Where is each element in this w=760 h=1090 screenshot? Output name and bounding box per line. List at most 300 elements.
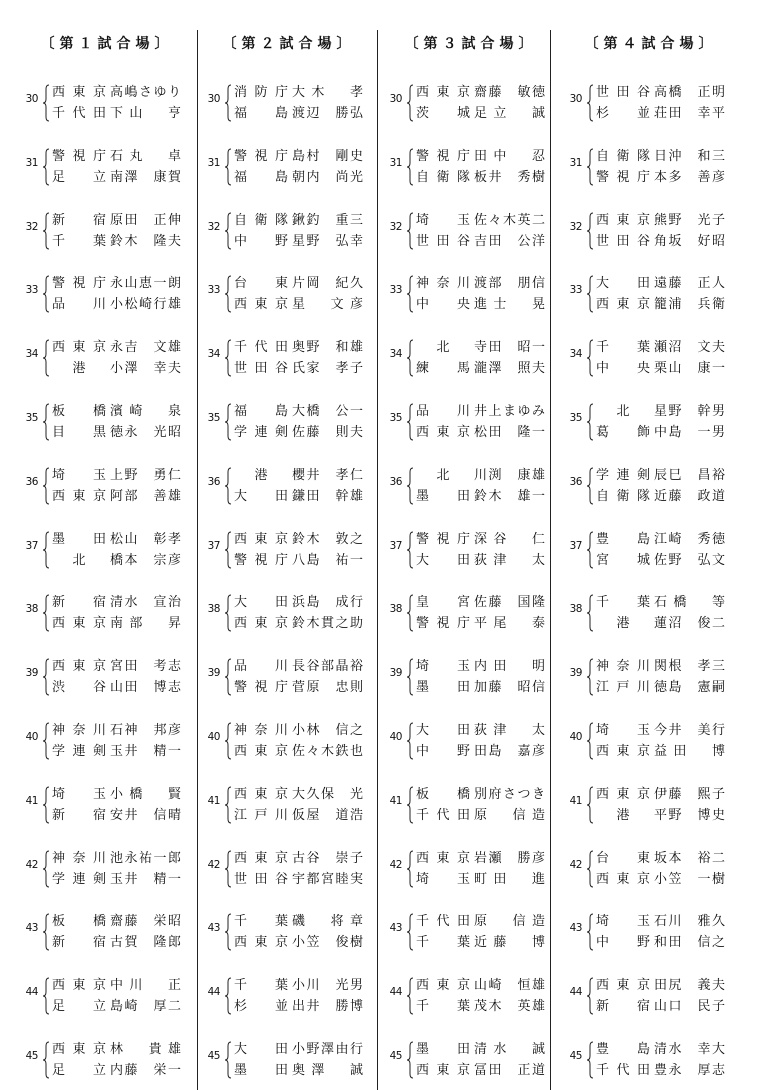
player-name: 深谷 仁 xyxy=(474,531,545,547)
bracket-brace xyxy=(586,401,594,443)
team-name: 港 xyxy=(72,361,86,377)
team-name: 目黒 xyxy=(52,425,106,440)
team-name: 西東京 xyxy=(234,786,288,802)
match-entry xyxy=(562,401,740,443)
bracket-brace xyxy=(586,210,594,252)
match-entry xyxy=(562,656,740,698)
match-number: 42 xyxy=(25,858,38,871)
match-entry xyxy=(562,146,740,188)
player-name: 山崎 恒雄 xyxy=(474,978,545,994)
player-top xyxy=(234,529,363,550)
player-bottom xyxy=(416,613,545,634)
player-name: 松山 彰孝 xyxy=(110,531,181,547)
match-entry xyxy=(382,401,560,443)
player-name: 阿部 善雄 xyxy=(110,488,181,504)
player-bottom xyxy=(416,677,545,698)
bracket-brace xyxy=(42,592,50,634)
team-name: 学連剣 xyxy=(52,871,106,887)
player-top xyxy=(234,911,363,932)
player-top xyxy=(234,401,363,422)
player-bottom xyxy=(234,677,363,698)
match-number: 37 xyxy=(389,539,402,552)
team-name: 港 xyxy=(254,467,268,483)
player-name: 内田 明 xyxy=(474,659,545,675)
bracket-brace xyxy=(42,529,50,571)
player-top xyxy=(596,1039,725,1060)
player-bottom xyxy=(52,231,181,252)
match-number: 38 xyxy=(207,603,220,616)
match-entry xyxy=(382,146,560,188)
player-name: 玉井 精一 xyxy=(110,871,181,887)
player-name: 小橋 賢 xyxy=(110,786,181,802)
player-name: 別府さつき xyxy=(474,786,545,802)
player-bottom xyxy=(416,869,545,890)
team-name: 神奈川 xyxy=(52,723,106,738)
match-number: 31 xyxy=(389,156,402,169)
player-name: 菅原 忠則 xyxy=(292,680,363,696)
bracket-brace xyxy=(42,210,50,252)
player-name: 石丸 卓 xyxy=(110,148,181,164)
match-entry xyxy=(382,1039,560,1081)
match-number: 45 xyxy=(207,1050,220,1062)
player-name: 星 文彦 xyxy=(292,297,363,313)
player-bottom xyxy=(416,996,545,1017)
court-column-4 xyxy=(562,0,740,1090)
match-entry xyxy=(18,656,196,698)
match-entry xyxy=(200,337,378,379)
match-entry xyxy=(562,337,740,379)
player-name: 鎌田 幹雄 xyxy=(292,488,363,504)
team-name: 神奈川 xyxy=(52,850,106,866)
player-name: 茂木 英雄 xyxy=(474,999,545,1015)
player-top xyxy=(234,975,363,996)
player-bottom xyxy=(52,805,181,826)
player-top xyxy=(52,720,181,741)
team-name: 警視庁 xyxy=(234,680,288,696)
player-name: 原 信造 xyxy=(474,914,545,930)
bracket-brace xyxy=(224,784,232,826)
team-name: 自衛隊 xyxy=(234,212,288,228)
player-name: 原田 正伸 xyxy=(110,212,181,228)
match-number: 43 xyxy=(25,922,38,935)
bracket-brace xyxy=(42,337,50,379)
match-entry xyxy=(18,529,196,571)
player-top xyxy=(596,656,725,677)
team-name: 新宿 xyxy=(596,999,650,1015)
match-entry xyxy=(18,82,196,124)
player-top xyxy=(416,975,545,996)
bracket-brace xyxy=(42,975,50,1017)
player-name: 小笠 俊樹 xyxy=(292,935,363,951)
bracket-brace xyxy=(224,465,232,507)
player-bottom xyxy=(596,613,725,634)
match-number: 44 xyxy=(569,986,582,999)
player-top xyxy=(596,273,725,294)
player-bottom xyxy=(234,486,363,507)
team-name: 警視庁 xyxy=(416,531,470,547)
player-bottom xyxy=(234,231,363,252)
team-name: 警視庁 xyxy=(416,616,470,632)
bracket-brace xyxy=(406,273,414,315)
player-name: 島村 剛史 xyxy=(292,148,363,164)
bracket-brace xyxy=(42,656,50,698)
player-bottom xyxy=(234,294,363,315)
player-top xyxy=(596,911,725,932)
team-name: 豊島 xyxy=(596,1042,650,1057)
team-name: 板橋 xyxy=(416,786,470,802)
player-top xyxy=(234,1039,363,1060)
match-entry xyxy=(200,784,378,826)
bracket-brace xyxy=(42,401,50,443)
match-entry xyxy=(18,720,196,762)
team-name: 江戸川 xyxy=(596,680,650,696)
team-name: 西東京 xyxy=(416,978,470,994)
team-name: 西東京 xyxy=(416,425,470,440)
team-name: 西東京 xyxy=(234,297,288,313)
player-bottom xyxy=(416,741,545,762)
bracket-brace xyxy=(42,848,50,890)
player-bottom xyxy=(416,486,545,507)
match-number: 42 xyxy=(389,858,402,871)
player-top xyxy=(52,337,181,358)
player-name: 平野 博史 xyxy=(654,807,725,823)
player-top xyxy=(596,465,725,486)
player-name: 田中 忍 xyxy=(474,148,545,164)
match-entry xyxy=(382,337,560,379)
match-number: 42 xyxy=(569,858,582,871)
player-name: 近藤 博 xyxy=(474,935,545,951)
match-entry xyxy=(18,146,196,188)
match-entry xyxy=(562,911,740,953)
player-bottom xyxy=(416,805,545,826)
match-entry xyxy=(18,273,196,315)
bracket-brace xyxy=(586,82,594,124)
player-bottom xyxy=(52,167,181,188)
player-bottom xyxy=(596,231,725,252)
team-name: 埼玉 xyxy=(52,786,106,802)
bracket-brace xyxy=(224,82,232,124)
player-top xyxy=(52,146,181,167)
match-entry xyxy=(382,82,560,124)
player-name: 佐野 弘文 xyxy=(654,552,725,568)
team-name: 北 xyxy=(72,552,86,568)
player-bottom xyxy=(52,996,181,1017)
player-top xyxy=(234,465,363,486)
player-name: 石神 邦彦 xyxy=(110,723,181,738)
player-name: 加藤 昭信 xyxy=(474,680,545,696)
player-bottom xyxy=(416,231,545,252)
match-entry xyxy=(18,337,196,379)
player-name: 山田 博志 xyxy=(110,680,181,696)
bracket-brace xyxy=(586,337,594,379)
bracket-brace xyxy=(406,210,414,252)
bracket-brace xyxy=(224,529,232,571)
bracket-brace xyxy=(406,146,414,188)
player-top xyxy=(416,401,545,422)
match-number: 40 xyxy=(569,731,582,743)
match-entry xyxy=(562,592,740,634)
match-number: 35 xyxy=(569,412,582,424)
match-entry xyxy=(200,975,378,1017)
player-top xyxy=(52,210,181,231)
player-top xyxy=(416,337,545,358)
match-number: 33 xyxy=(389,284,402,297)
team-name: 警視庁 xyxy=(596,169,650,185)
bracket-brace xyxy=(224,848,232,890)
team-name: 千葉 xyxy=(234,978,288,994)
player-name: 玉井 精一 xyxy=(110,744,181,759)
bracket-brace xyxy=(586,465,594,507)
player-name: 平尾 泰 xyxy=(474,616,545,632)
match-number: 31 xyxy=(25,156,38,169)
player-name: 鈴木 敦之 xyxy=(292,531,363,547)
player-bottom xyxy=(596,550,725,571)
player-top xyxy=(52,529,181,550)
bracket-brace xyxy=(586,784,594,826)
player-top xyxy=(52,1039,181,1060)
team-name: 千葉 xyxy=(596,595,650,611)
bracket-brace xyxy=(586,592,594,634)
player-bottom xyxy=(596,932,725,953)
match-entry xyxy=(200,592,378,634)
team-name: 西東京 xyxy=(596,786,650,802)
team-name: 杉並 xyxy=(596,106,650,121)
match-entry xyxy=(382,720,560,762)
player-name: 角坂 好昭 xyxy=(654,233,725,249)
player-name: 田島 嘉彦 xyxy=(474,744,545,759)
team-name: 警視庁 xyxy=(234,552,288,568)
player-name: 益田 博 xyxy=(654,744,725,759)
bracket-brace xyxy=(406,401,414,443)
player-top xyxy=(596,82,725,103)
player-name: 山口 民子 xyxy=(654,999,725,1015)
bracket-brace xyxy=(42,273,50,315)
match-number: 32 xyxy=(389,220,402,233)
match-number: 40 xyxy=(25,731,38,743)
player-bottom xyxy=(52,677,181,698)
match-entry xyxy=(200,911,378,953)
player-name: 伊藤 熙子 xyxy=(654,786,725,802)
player-name: 浜島 成行 xyxy=(292,595,363,611)
match-entry xyxy=(562,848,740,890)
player-bottom xyxy=(234,741,363,762)
player-top xyxy=(52,656,181,677)
team-name: 西東京 xyxy=(416,1063,470,1078)
court-column-2 xyxy=(200,0,378,1090)
player-bottom xyxy=(596,358,725,379)
bracket-brace xyxy=(42,82,50,124)
team-name: 中野 xyxy=(234,233,288,249)
match-entry xyxy=(382,273,560,315)
team-name: 北 xyxy=(616,404,630,419)
player-name: 出井 勝博 xyxy=(292,999,363,1015)
match-number: 33 xyxy=(569,284,582,297)
team-name: 埼玉 xyxy=(416,659,470,675)
team-name: 墨田 xyxy=(416,1042,470,1057)
player-name: 安井 信晴 xyxy=(110,807,181,823)
player-name: 小笠 一樹 xyxy=(654,871,725,887)
player-bottom xyxy=(52,869,181,890)
player-top xyxy=(234,210,363,231)
match-number: 40 xyxy=(389,731,402,743)
player-top xyxy=(596,401,725,422)
bracket-brace xyxy=(406,720,414,762)
bracket-brace xyxy=(224,975,232,1017)
player-name: 星野 弘幸 xyxy=(292,233,363,249)
match-number: 41 xyxy=(25,794,38,807)
bracket-brace xyxy=(406,529,414,571)
team-name: 西東京 xyxy=(596,212,650,228)
match-number: 34 xyxy=(25,348,38,361)
team-name: 足立 xyxy=(52,169,106,185)
match-number: 30 xyxy=(569,93,582,105)
bracket-brace xyxy=(42,465,50,507)
player-bottom xyxy=(596,741,725,762)
team-name: 西東京 xyxy=(596,978,650,994)
bracket-brace xyxy=(42,1039,50,1081)
match-entry xyxy=(18,1039,196,1081)
player-name: 上野 勇仁 xyxy=(110,467,181,483)
player-name: 清水 幸大 xyxy=(654,1042,725,1057)
player-bottom xyxy=(234,613,363,634)
team-name: 警視庁 xyxy=(52,148,106,164)
player-top xyxy=(596,720,725,741)
match-number: 31 xyxy=(569,156,582,169)
team-name: 足立 xyxy=(52,999,106,1015)
player-name: 奥澤 誠 xyxy=(292,1063,363,1078)
match-entry xyxy=(200,1039,378,1081)
team-name: 千代田 xyxy=(234,340,288,356)
player-name: 磯 将章 xyxy=(292,914,363,930)
player-bottom xyxy=(234,932,363,953)
player-name: 鈴木貫之助 xyxy=(292,616,363,632)
bracket-brace xyxy=(224,592,232,634)
bracket-brace xyxy=(406,82,414,124)
player-bottom xyxy=(234,167,363,188)
match-entry xyxy=(18,592,196,634)
player-name: 豊永 厚志 xyxy=(654,1063,725,1078)
player-top xyxy=(416,529,545,550)
player-name: 足立 誠 xyxy=(474,106,545,121)
player-top xyxy=(234,592,363,613)
team-name: 西東京 xyxy=(596,744,650,759)
bracket-brace xyxy=(224,656,232,698)
team-name: 西東京 xyxy=(234,935,288,951)
team-name: 千代田 xyxy=(52,106,106,121)
player-name: 鈴木 雄一 xyxy=(474,488,545,504)
player-bottom xyxy=(416,932,545,953)
player-top xyxy=(234,720,363,741)
bracket-brace xyxy=(406,592,414,634)
player-name: 荻津 太 xyxy=(474,723,545,738)
player-name: 井上まゆみ xyxy=(474,404,545,419)
team-name: 大田 xyxy=(596,276,650,292)
player-top xyxy=(596,529,725,550)
team-name: 西東京 xyxy=(416,85,470,100)
player-name: 奥野 和雄 xyxy=(292,340,363,356)
team-name: 千代田 xyxy=(416,914,470,930)
player-top xyxy=(416,146,545,167)
team-name: 豊島 xyxy=(596,531,650,547)
player-name: 石橋 等 xyxy=(654,595,725,611)
bracket-brace xyxy=(586,975,594,1017)
match-number: 39 xyxy=(25,667,38,680)
match-number: 37 xyxy=(569,539,582,552)
player-name: 蓮沼 俊二 xyxy=(654,616,725,632)
player-bottom xyxy=(596,103,725,124)
bracket-brace xyxy=(224,210,232,252)
team-name: 西東京 xyxy=(596,297,650,313)
match-number: 32 xyxy=(25,220,38,233)
player-top xyxy=(416,656,545,677)
match-entry xyxy=(18,784,196,826)
bracket-brace xyxy=(224,146,232,188)
team-name: 大田 xyxy=(234,488,288,504)
court-title: 〔第３試合場〕 xyxy=(404,36,538,52)
match-number: 35 xyxy=(389,412,402,424)
match-number: 37 xyxy=(207,539,220,552)
player-name: 佐藤 則夫 xyxy=(292,425,363,440)
team-name: 神奈川 xyxy=(596,659,650,675)
player-bottom xyxy=(596,486,725,507)
bracket-brace xyxy=(406,656,414,698)
match-entry xyxy=(382,848,560,890)
match-entry xyxy=(562,720,740,762)
match-number: 39 xyxy=(207,667,220,680)
match-entry xyxy=(382,529,560,571)
player-name: 南澤 康賀 xyxy=(110,169,181,185)
player-name: 日沖 和三 xyxy=(654,148,725,164)
player-name: 小林 信之 xyxy=(292,723,363,738)
team-name: 新宿 xyxy=(52,807,106,823)
team-name: 中野 xyxy=(596,935,650,951)
match-number: 45 xyxy=(569,1050,582,1062)
team-name: 品川 xyxy=(416,404,470,419)
court-title: 〔第１試合場〕 xyxy=(40,36,174,52)
player-name: 佐藤 国隆 xyxy=(474,595,545,611)
player-bottom xyxy=(234,869,363,890)
team-name: 板橋 xyxy=(52,914,106,930)
player-name: 永山恵一朗 xyxy=(110,276,181,292)
match-entry xyxy=(200,848,378,890)
player-top xyxy=(416,848,545,869)
team-name: 新宿 xyxy=(52,935,106,951)
player-name: 関根 孝三 xyxy=(654,659,725,675)
player-name: 南部 昇 xyxy=(110,616,181,632)
match-number: 40 xyxy=(207,731,220,743)
team-name: 足立 xyxy=(52,1063,106,1078)
match-number: 34 xyxy=(207,348,220,361)
player-top xyxy=(52,784,181,805)
bracket-brace xyxy=(224,911,232,953)
team-name: 大田 xyxy=(234,595,288,611)
team-name: 西東京 xyxy=(596,871,650,887)
team-name: 埼玉 xyxy=(52,467,106,483)
player-name: 徳島 憲嗣 xyxy=(654,680,725,696)
team-name: 神奈川 xyxy=(234,723,288,738)
match-number: 41 xyxy=(207,794,220,807)
team-name: 西東京 xyxy=(52,1042,106,1057)
match-entry xyxy=(562,529,740,571)
match-entry xyxy=(382,784,560,826)
player-top xyxy=(416,720,545,741)
player-name: 佐々木英二 xyxy=(474,212,545,228)
player-name: 林 貴雄 xyxy=(110,1042,181,1057)
team-name: 墨田 xyxy=(416,488,470,504)
team-name: 宮城 xyxy=(596,552,650,568)
player-top xyxy=(234,848,363,869)
match-number: 43 xyxy=(569,922,582,935)
